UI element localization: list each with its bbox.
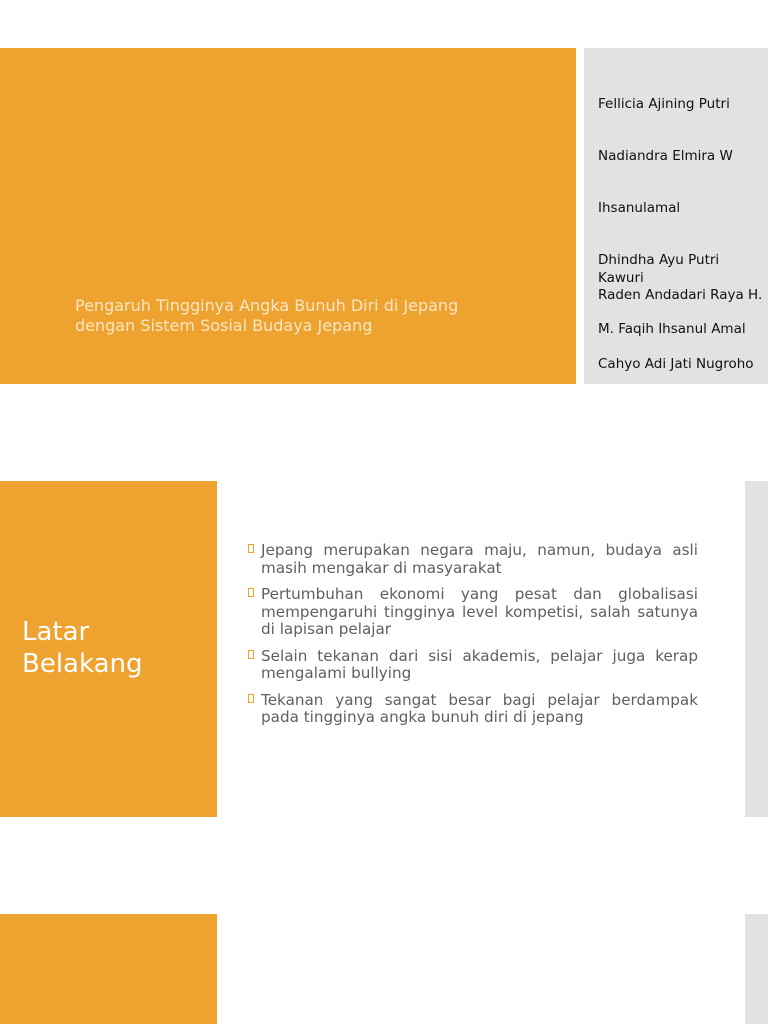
bullet-list: [248, 542, 698, 736]
list-item: [248, 648, 698, 683]
title-slide-title: Pengaruh Tingginya Angka Bunuh Diri di Jepang dengan Sistem Sosial Budaya Jepang: [75, 296, 459, 335]
bullet-text: Pertumbuhan ekonomi yang pesat dan globalisasi mempengaruhi tingginya level kompetisi, salah satunya di lapisan pelajar: [261, 585, 698, 638]
next-slide-gray-edge: [745, 914, 768, 1024]
bullet-text: Jepang merupakan negara maju, namun, budaya asli masih mengakar di masyarakat: [261, 541, 698, 577]
bullet-square-icon: [248, 588, 254, 597]
author-name: Ihsanulamal: [598, 200, 681, 216]
author-name: Nadiandra Elmira W: [598, 148, 733, 164]
section-slide-gray-edge: [745, 481, 768, 817]
bullet-square-icon: [248, 544, 254, 553]
list-item: [248, 692, 698, 727]
next-slide-orange-panel: [0, 914, 217, 1024]
authors-panel: [584, 48, 768, 384]
list-item: [248, 586, 698, 639]
author-name: Cahyo Adi Jati Nugroho: [598, 356, 754, 372]
bullet-text: Tekanan yang sangat besar bagi pelajar berdampak pada tingginya angka bunuh diri di jepang: [261, 690, 698, 726]
bullet-text: Selain tekanan dari sisi akademis, pelajar juga kerap mengalami bullying: [261, 646, 698, 682]
author-name: Fellicia Ajining Putri: [598, 96, 730, 112]
author-name: M. Faqih Ihsanul Amal: [598, 321, 746, 337]
bullet-square-icon: [248, 694, 254, 703]
author-name: Raden Andadari Raya H.: [598, 287, 763, 303]
list-item: [248, 542, 698, 577]
section-heading: Latar Belakang: [22, 617, 143, 679]
author-name: Dhindha Ayu Putri Kawuri: [598, 252, 720, 286]
bullet-square-icon: [248, 650, 254, 659]
